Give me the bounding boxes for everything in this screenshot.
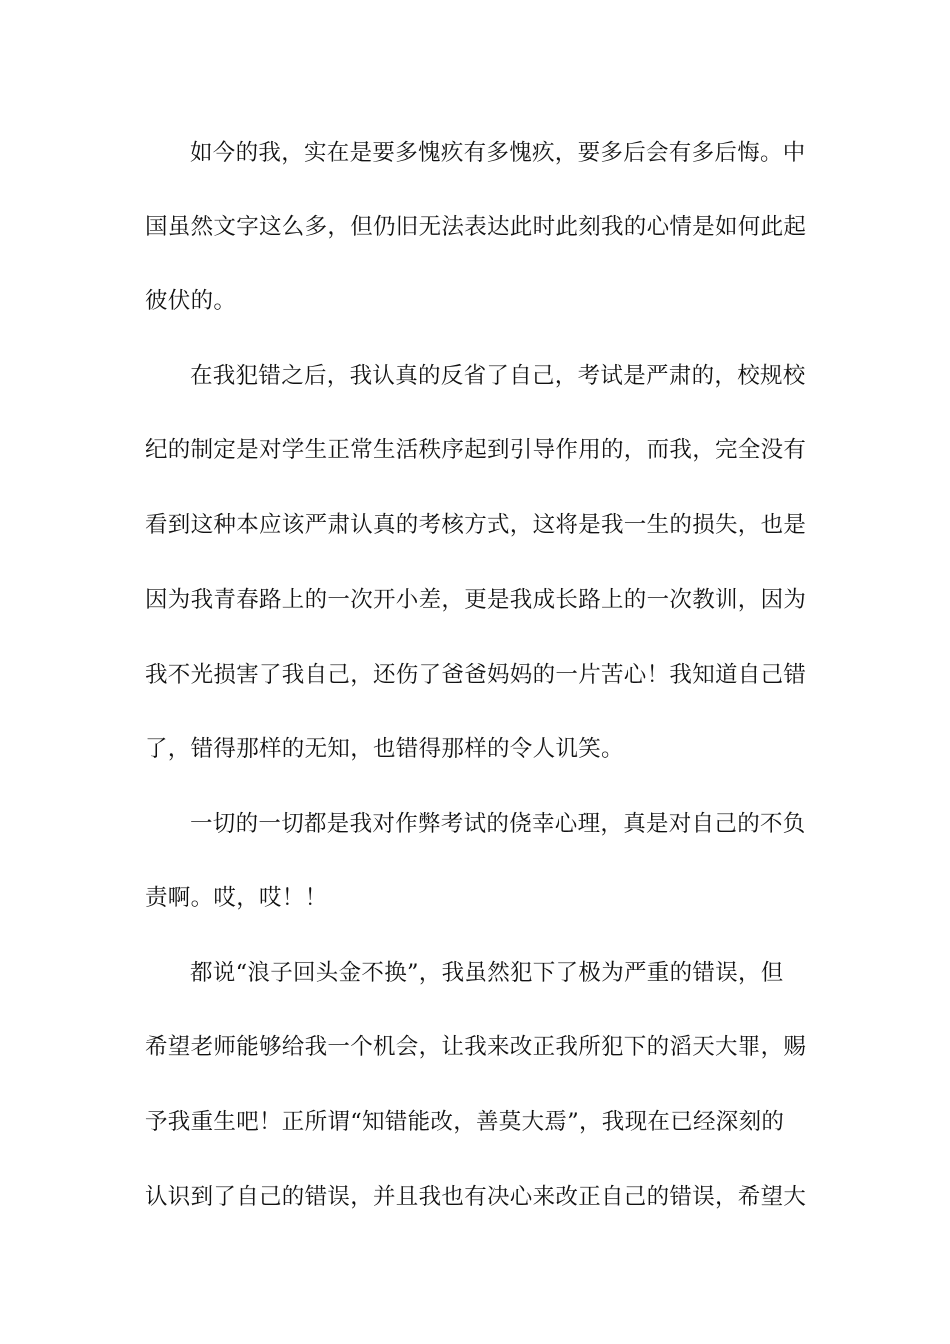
- text-line: 纪的制定是对学生正常生活秩序起到引导作用的，而我，完全没有: [145, 437, 807, 463]
- text-line: 因为我青春路上的一次开小差，更是我成长路上的一次教训，因为: [145, 587, 807, 613]
- text-line: 都说“浪子回头金不换”，我虽然犯下了极为严重的错误，但: [190, 960, 784, 986]
- text-line: 予我重生吧！正所谓“知错能改，善莫大焉”，我现在已经深刻的: [145, 1109, 785, 1135]
- text-line: 希望老师能够给我一个机会，让我来改正我所犯下的滔天大罪，赐: [145, 1034, 807, 1060]
- text-line: 我不光损害了我自己，还伤了爸爸妈妈的一片苦心！我知道自己错: [145, 662, 807, 688]
- text-line: 看到这种本应该严肃认真的考核方式，这将是我一生的损失，也是: [145, 512, 807, 538]
- text-line: 认识到了自己的错误，并且我也有决心来改正自己的错误，希望大: [145, 1184, 807, 1210]
- text-line: 在我犯错之后，我认真的反省了自己，考试是严肃的，校规校: [190, 363, 806, 389]
- text-line: 了，错得那样的无知，也错得那样的令人讥笑。: [145, 736, 624, 762]
- text-line: 一切的一切都是我对作弊考试的侥幸心理，真是对自己的不负: [190, 811, 806, 837]
- text-line: 责啊。哎，哎！！: [145, 885, 328, 911]
- text-line: 国虽然文字这么多，但仍旧无法表达此时此刻我的心情是如何此起: [145, 214, 807, 240]
- text-line: 彼伏的。: [145, 288, 237, 314]
- text-line: 如今的我，实在是要多愧疚有多愧疚，要多后会有多后悔。中: [190, 140, 806, 166]
